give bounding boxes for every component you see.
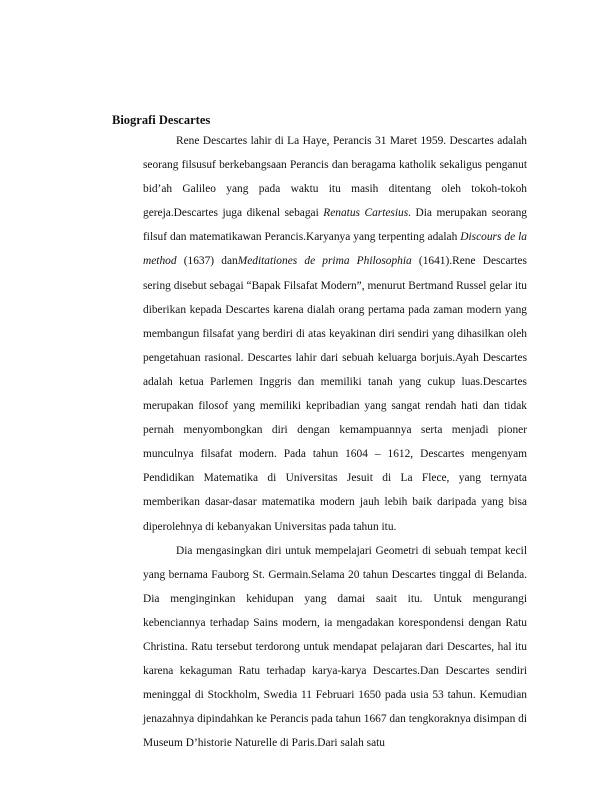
paragraph [143,539,527,756]
text-run: Dia mengasingkan diri untuk mempelajari Geometri di sebuah tempat kecil yang bernama Fauborg St. Germain.Selama 20 tahun Descartes tinggal di Belanda. Dia menginginkan kehidupan yang damai saait itu. Untuk mengurangi kebenciannya terhadap Sains modern, ia mengadakan korespondensi dengan Ratu Christina. Ratu tersebut terdorong untuk mendapat pelajaran dari Descartes, hal itu karena kekaguman Ratu terhadap karya-karya Descartes.Dan Descartes sendiri meninggal di Stockholm, Swedia 11 Februari 1650 pada usia 53 tahun. Kemudian jenazahnya dipindahkan ke Perancis pada tahun 1667 dan tengkoraknya disimpan di Museum D’historie Naturelle di Paris.Dari salah satu [143,544,527,750]
italic-title: Meditationes de prima Philosophia [237,255,412,268]
body-text [143,129,527,755]
text-run: (1641).Rene Descartes sering disebut sebagai “Bapak Filsafat Modern”, menurut Bertmand Russel gelar itu diberikan kepada Descartes karena dialah orang pertama pada zaman modern yang membangun filsafat yang berdiri di atas keyakinan diri sendiri yang dihasilkan oleh pengetahuan rasional. Descartes lahir dari sebuah keluarga borjuis.Ayah Descartes adalah ketua Parlemen Inggris dan memiliki tanah yang cukup luas.Descartes merupakan filosof yang memiliki kepribadian yang sangat rendah hati dan tidak pernah menyombongkan diri dengan kemampuannya serta menjadi pioner munculnya filsafat modern. Pada tahun 1604 – 1612, Descartes mengenyam Pendidikan Matematika di Universitas Jesuit di La Flece, yang ternyata memberikan dasar-dasar matematika modern jauh lebih baik daripada yang bisa diperolehnya di kebanyakan Universitas pada tahun itu. [143,255,527,533]
section-heading: Biografi Descartes [112,113,211,127]
italic-title: Discours de la method [143,231,527,268]
text-run: . Dia merupakan seorang filsuf dan matematikawan Perancis.Karyanya yang terpenting adalah [143,207,527,244]
paragraph [143,129,527,539]
italic-title: Renatus Cartesius [323,207,409,220]
text-run: Rene Descartes lahir di La Haye, Perancis 31 Maret 1959. Descartes adalah seorang filsusuf berkebangsaan Perancis dan beragama katholik sekaligus penganut bid’ah Galileo yang pada waktu itu masih ditentang oleh tokoh-tokoh gereja.Descartes juga dikenal sebagai [143,135,527,220]
text-run: (1637) dan [176,255,238,268]
